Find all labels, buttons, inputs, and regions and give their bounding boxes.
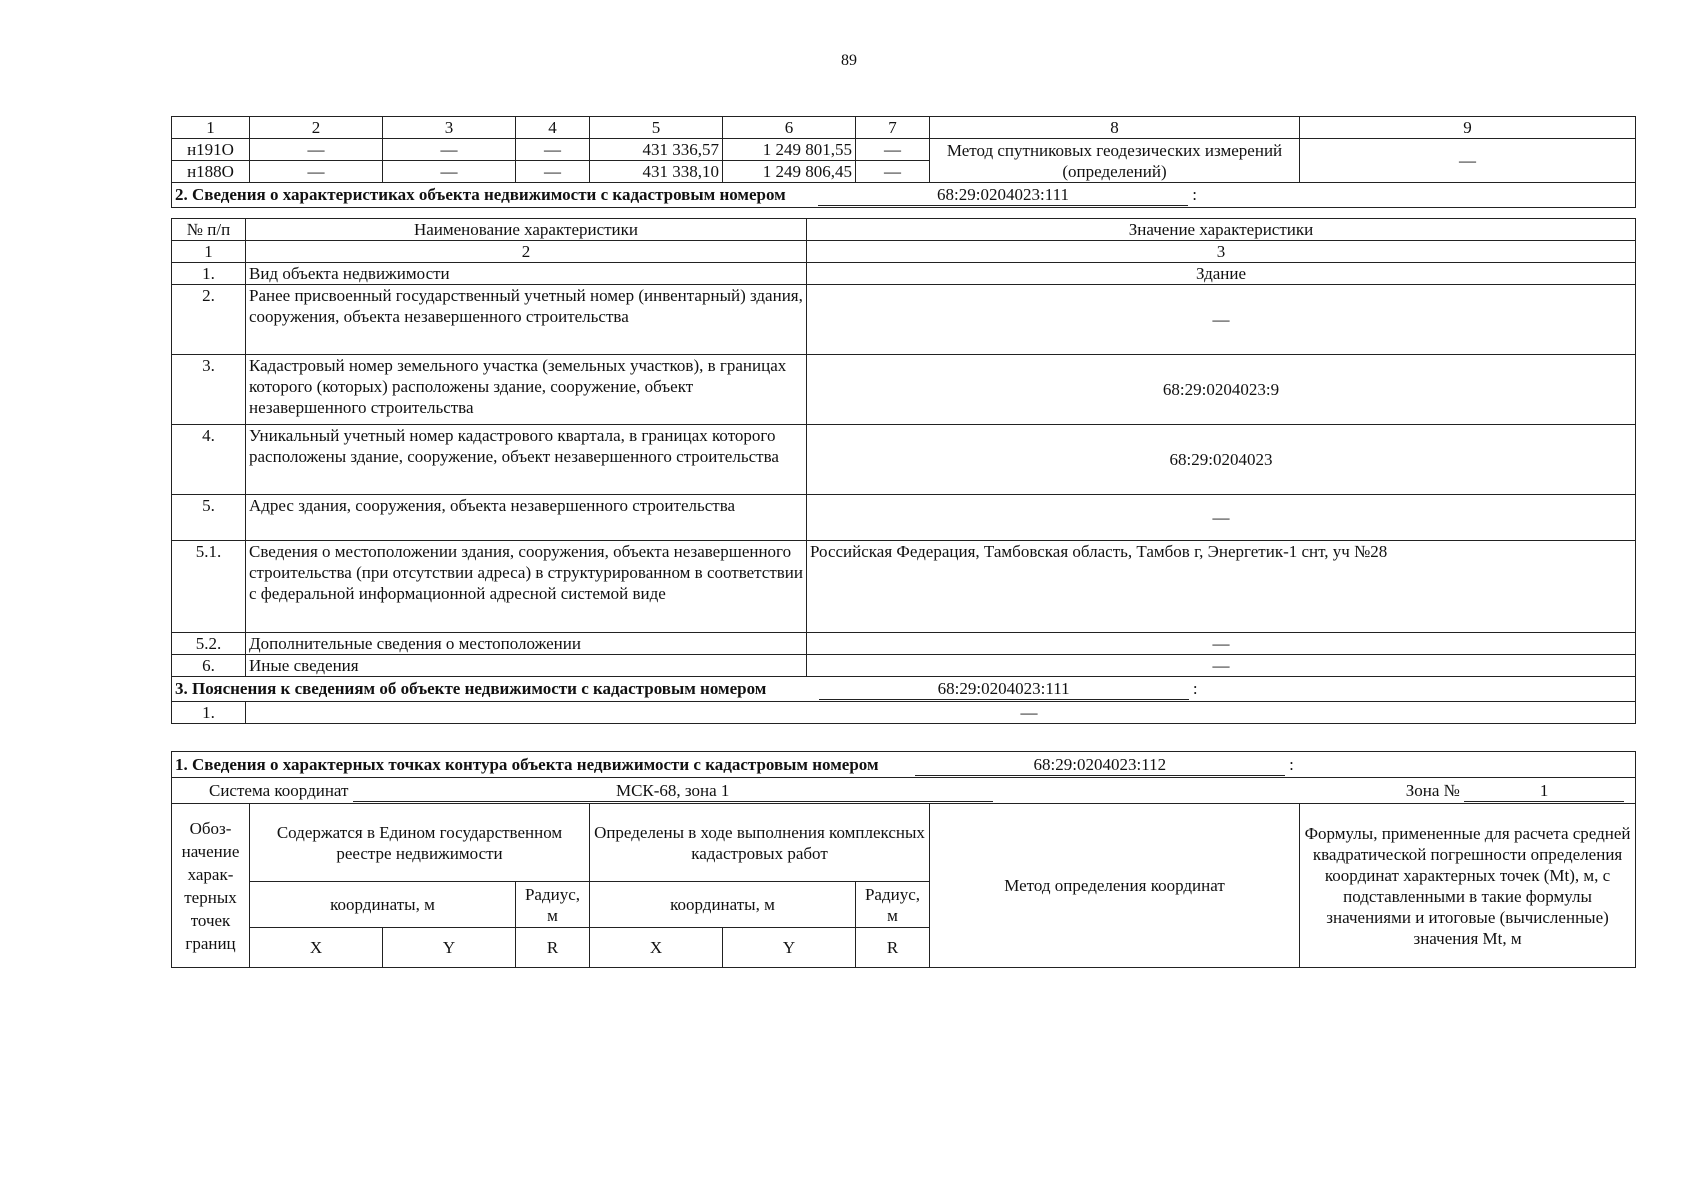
coord-y: 1 249 806,45 bbox=[723, 161, 856, 183]
header-row bbox=[172, 219, 1636, 241]
row-value: Здание bbox=[807, 263, 1636, 285]
header-x: X bbox=[590, 928, 723, 968]
cell: — bbox=[383, 139, 516, 161]
row-name: Сведения о местоположении здания, сооружения, объекта незавершенного строительства (при отсутствии адреса) в структурированном в соответствии с федеральной информационной адресной системой виде bbox=[246, 541, 807, 633]
section2-title: 2. Сведения о характеристиках объекта недвижимости с кадастровым номером bbox=[175, 185, 786, 204]
header-y: Y bbox=[383, 928, 516, 968]
header-r: R bbox=[856, 928, 930, 968]
header-row bbox=[172, 804, 1636, 882]
row-value: — bbox=[807, 495, 1636, 541]
col-num: 2 bbox=[246, 241, 807, 263]
row-name: Дополнительные сведения о местоположении bbox=[246, 633, 807, 655]
table-row bbox=[172, 633, 1636, 655]
cell: — bbox=[250, 161, 383, 183]
header-name: Наименование характеристики bbox=[246, 219, 807, 241]
header-y: Y bbox=[723, 928, 856, 968]
col-num: 1 bbox=[172, 241, 246, 263]
coordinates-table-top bbox=[171, 116, 1636, 208]
colon: : bbox=[1192, 679, 1198, 698]
coord-x: 431 338,10 bbox=[590, 161, 723, 183]
table-row bbox=[172, 655, 1636, 677]
table-row bbox=[172, 425, 1636, 495]
characteristics-table bbox=[171, 218, 1636, 724]
row-value: 68:29:0204023:9 bbox=[807, 355, 1636, 425]
header-x: X bbox=[250, 928, 383, 968]
row-value: — bbox=[807, 633, 1636, 655]
header-coords: координаты, м bbox=[590, 882, 856, 928]
colon: : bbox=[1192, 185, 1197, 204]
row-number: 6. bbox=[172, 655, 246, 677]
table-row bbox=[172, 702, 1636, 724]
cell: — bbox=[516, 139, 590, 161]
section1-title: 1. Сведения о характерных точках контура объекта недвижимости с кадастровым номером bbox=[175, 755, 879, 774]
table-row bbox=[172, 541, 1636, 633]
col-num: 7 bbox=[856, 117, 930, 139]
table-row bbox=[172, 285, 1636, 355]
column-number-row bbox=[172, 241, 1636, 263]
row-value: — bbox=[246, 702, 1636, 724]
header-method: Метод определения координат bbox=[930, 804, 1300, 968]
col-num: 5 bbox=[590, 117, 723, 139]
cell: — bbox=[856, 139, 930, 161]
coord-system-value: МСК-68, зона 1 bbox=[353, 781, 993, 802]
header-radius: Радиус, м bbox=[856, 882, 930, 928]
zone-value: 1 bbox=[1464, 781, 1624, 802]
col-num: 9 bbox=[1300, 117, 1636, 139]
zone-label: Зона № bbox=[1405, 781, 1460, 800]
row-number: 5. bbox=[172, 495, 246, 541]
row-name: Кадастровый номер земельного участка (земельных участков), в границах которого (которых) расположены здание, сооружение, объект незавершенного строительства bbox=[246, 355, 807, 425]
row-name: Иные сведения bbox=[246, 655, 807, 677]
table-row bbox=[172, 355, 1636, 425]
table-row bbox=[172, 139, 1636, 161]
col-num: 6 bbox=[723, 117, 856, 139]
row-number: 2. bbox=[172, 285, 246, 355]
coord-x: 431 336,57 bbox=[590, 139, 723, 161]
row-name: Уникальный учетный номер кадастрового квартала, в границах которого расположены здание, сооружение, объект незавершенного строительства bbox=[246, 425, 807, 495]
row-number: 1. bbox=[172, 263, 246, 285]
row-number: 5.2. bbox=[172, 633, 246, 655]
section-heading-row bbox=[172, 677, 1636, 702]
cell: — bbox=[856, 161, 930, 183]
header-kkr: Определены в ходе выполнения комплексных кадастровых работ bbox=[590, 804, 930, 882]
row-value: — bbox=[807, 655, 1636, 677]
header-number: № п/п bbox=[172, 219, 246, 241]
coordinate-system-row bbox=[172, 778, 1636, 804]
method-cell: Метод спутниковых геодезических измерений (определений) bbox=[930, 139, 1300, 183]
col-num: 1 bbox=[172, 117, 250, 139]
table-row bbox=[172, 263, 1636, 285]
cadastral-number: 68:29:0204023:111 bbox=[818, 185, 1188, 206]
point-id: н191О bbox=[172, 139, 250, 161]
col-num: 3 bbox=[383, 117, 516, 139]
row-number: 3. bbox=[172, 355, 246, 425]
cell: — bbox=[250, 139, 383, 161]
row-number: 5.1. bbox=[172, 541, 246, 633]
cell: — bbox=[383, 161, 516, 183]
col-num: 4 bbox=[516, 117, 590, 139]
row-name: Адрес здания, сооружения, объекта незавершенного строительства bbox=[246, 495, 807, 541]
contour-points-table bbox=[171, 751, 1636, 968]
page-number: 89 bbox=[841, 52, 857, 69]
cadastral-number: 68:29:0204023:111 bbox=[819, 679, 1189, 700]
cell: — bbox=[516, 161, 590, 183]
colon: : bbox=[1289, 755, 1294, 774]
row-value: Российская Федерация, Тамбовская область, Тамбов г, Энергетик-1 снт, уч №28 bbox=[807, 541, 1636, 633]
row-name: Вид объекта недвижимости bbox=[246, 263, 807, 285]
col-num: 8 bbox=[930, 117, 1300, 139]
header-value: Значение характеристики bbox=[807, 219, 1636, 241]
header-formula: Формулы, примененные для расчета средней квадратической погрешности определения координат характерных точек (Mt), м, с подставленными в такие формулы значениями и итоговые (вычисленные) значения Mt, м bbox=[1300, 804, 1636, 968]
section-heading-row bbox=[172, 752, 1636, 778]
row-value: — bbox=[807, 285, 1636, 355]
header-designation: Обоз-начение харак-терных точек границ bbox=[172, 804, 250, 968]
section3-title: 3. Пояснения к сведениям об объекте недвижимости с кадастровым номером bbox=[175, 679, 767, 698]
row-value: 68:29:0204023 bbox=[807, 425, 1636, 495]
col-num: 2 bbox=[250, 117, 383, 139]
column-number-row bbox=[172, 117, 1636, 139]
header-coords: координаты, м bbox=[250, 882, 516, 928]
header-radius: Радиус, м bbox=[516, 882, 590, 928]
coord-y: 1 249 801,55 bbox=[723, 139, 856, 161]
formula-cell: — bbox=[1300, 139, 1636, 183]
row-name: Ранее присвоенный государственный учетный номер (инвентарный) здания, сооружения, объекта незавершенного строительства bbox=[246, 285, 807, 355]
point-id: н188О bbox=[172, 161, 250, 183]
header-egrn: Содержатся в Едином государственном реестре недвижимости bbox=[250, 804, 590, 882]
table-row bbox=[172, 495, 1636, 541]
header-r: R bbox=[516, 928, 590, 968]
cadastral-number: 68:29:0204023:112 bbox=[915, 755, 1285, 776]
coord-system-label: Система координат bbox=[209, 781, 349, 800]
row-number: 1. bbox=[172, 702, 246, 724]
section-heading-row bbox=[172, 183, 1636, 208]
row-number: 4. bbox=[172, 425, 246, 495]
col-num: 3 bbox=[807, 241, 1636, 263]
